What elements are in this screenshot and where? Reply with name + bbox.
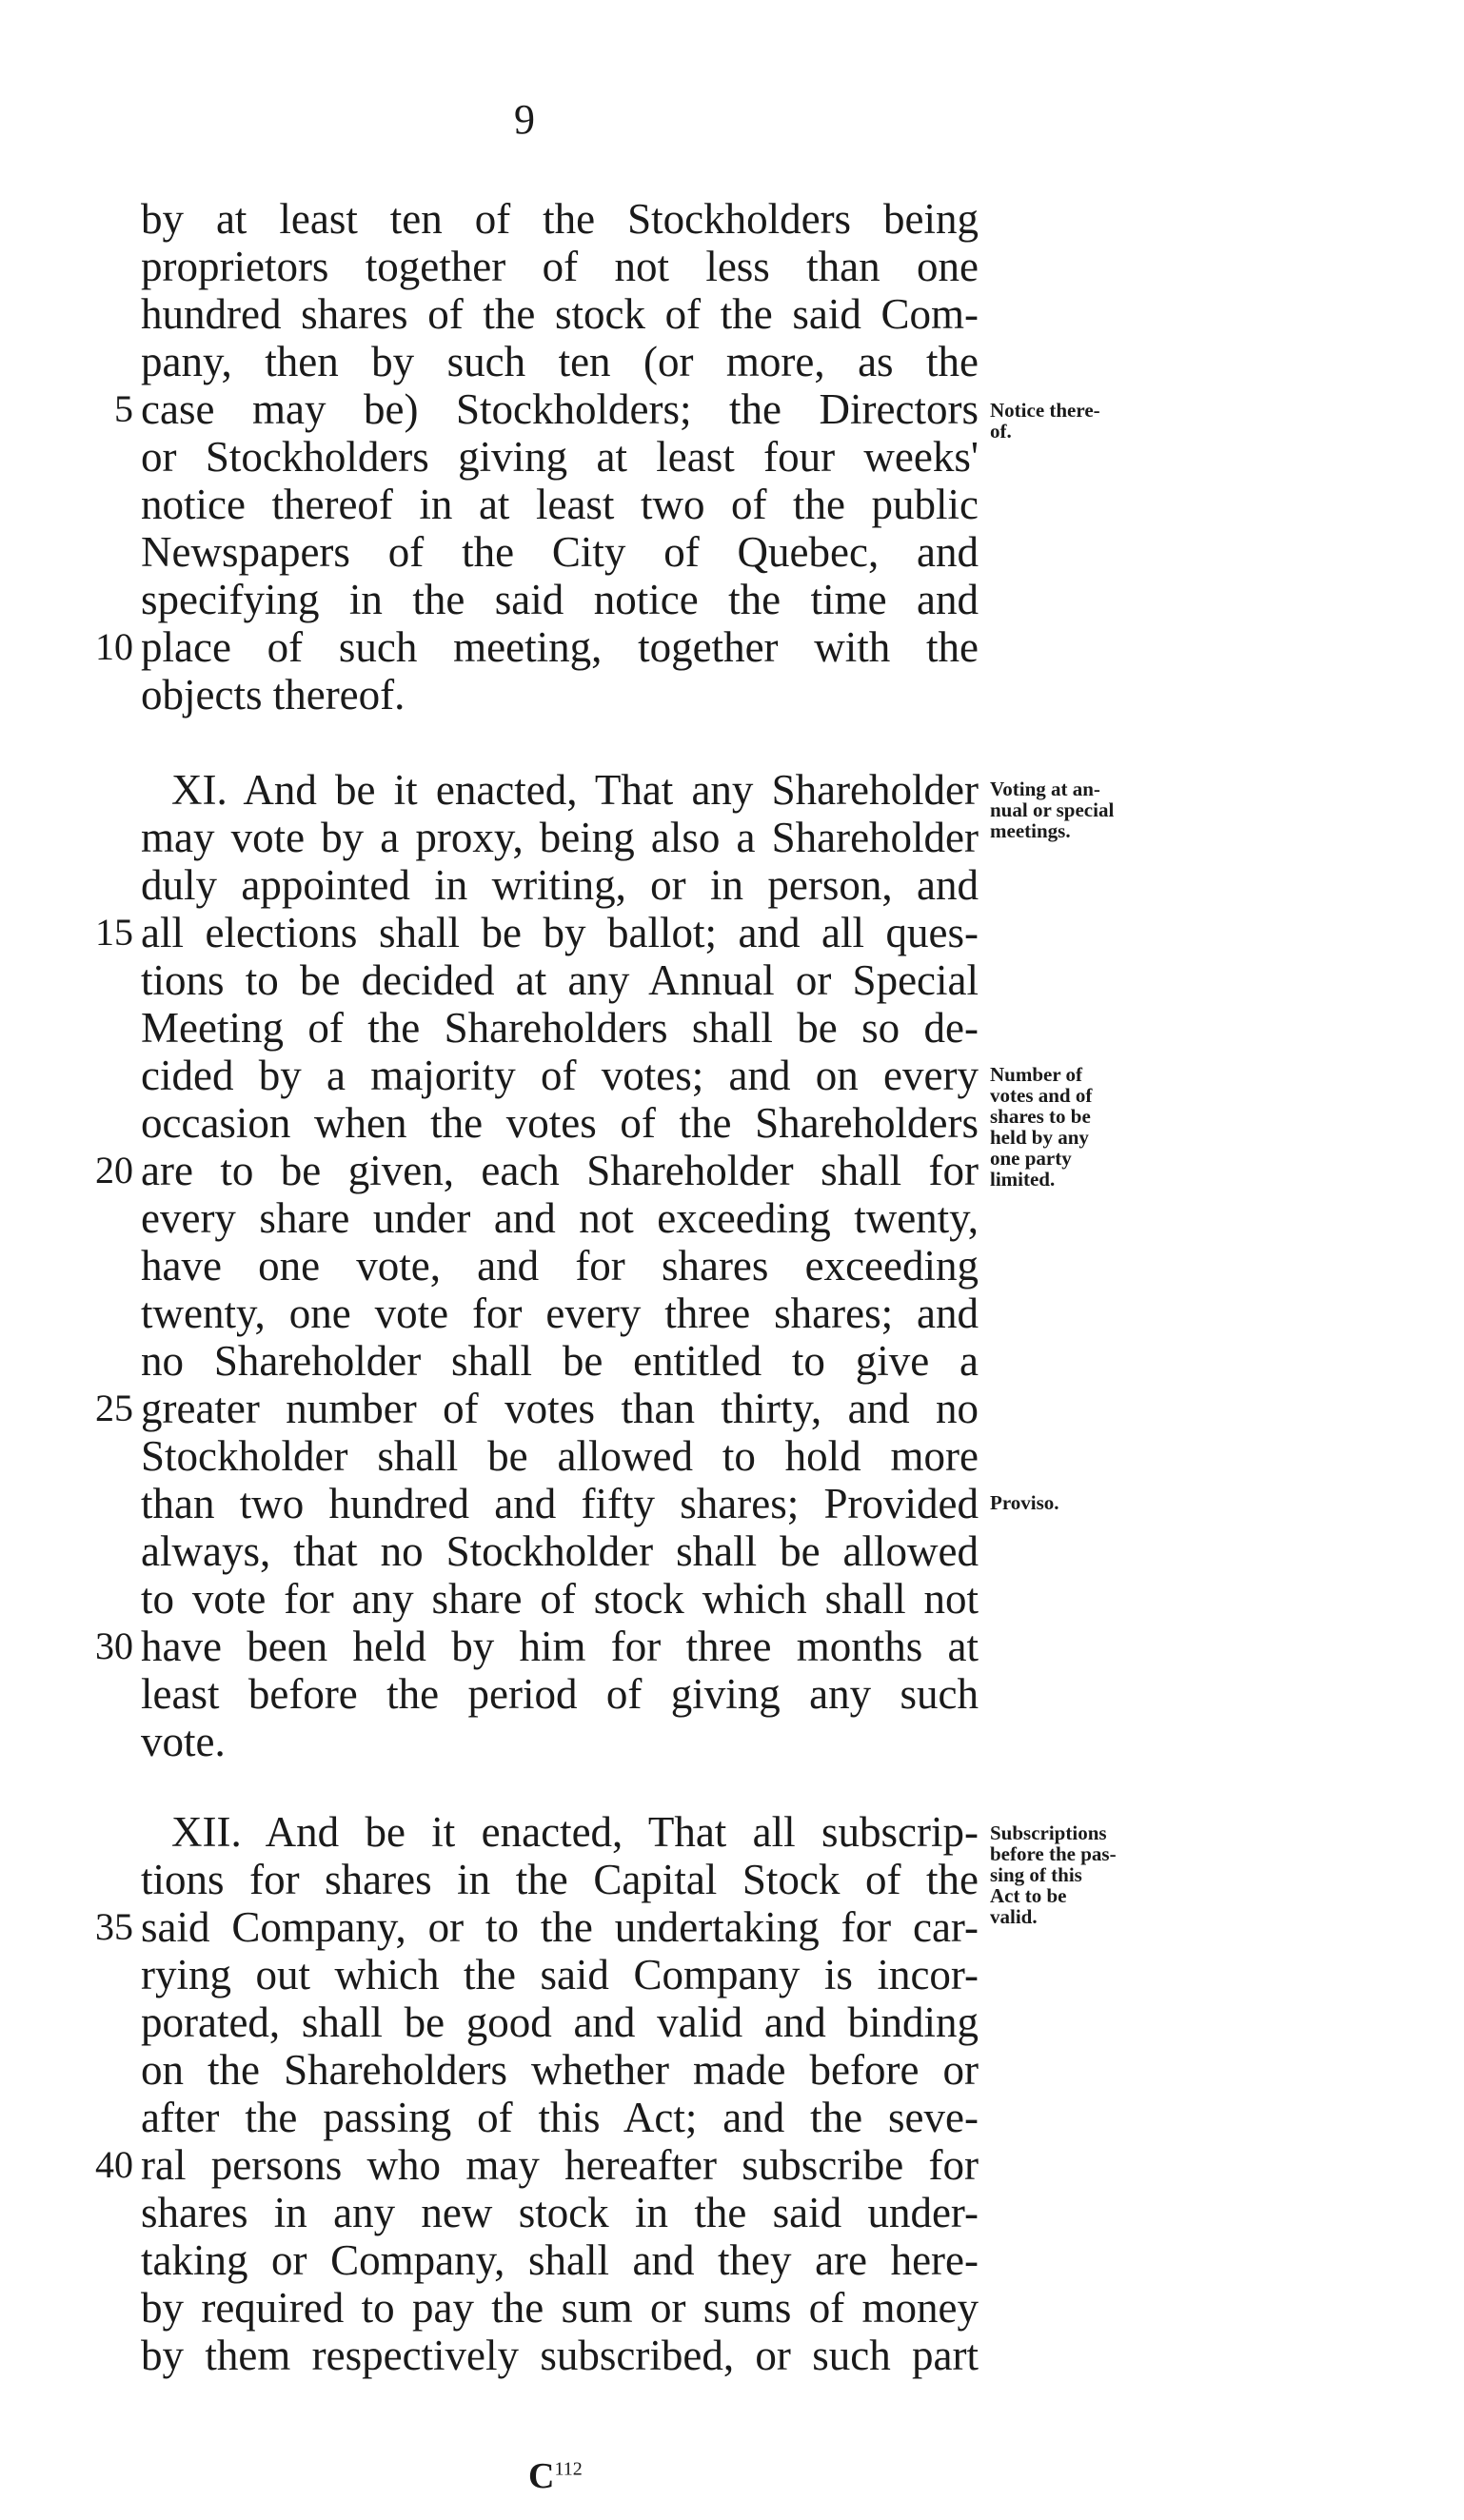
text-line: on the Shareholders whether made before or <box>141 2046 979 2094</box>
text-line: may vote by a proxy, being also a Shareholder <box>141 814 979 861</box>
signature-number: 112 <box>554 2458 583 2480</box>
margin-note-subscriptions <box>990 1822 1190 1927</box>
margin-note-line: Notice there- <box>990 399 1100 422</box>
line-number: 35 <box>95 1905 133 1948</box>
text-line: by them respectively subscribed, or such part <box>141 2332 979 2379</box>
text-line: taking or Company, shall and they are here- <box>141 2236 979 2284</box>
text-line: Meeting of the Shareholders shall be so de- <box>141 1004 979 1052</box>
margin-note-line: held by any <box>990 1126 1089 1149</box>
margin-note-proviso <box>990 1492 1190 1513</box>
text-line: tions for shares in the Capital Stock of the <box>141 1856 979 1903</box>
section-xii-heading-line: XII. And be it enacted, That all subscrip- <box>171 1808 979 1856</box>
text-line: are to be given, each Shareholder shall for <box>141 1147 979 1194</box>
text-line: tions to be decided at any Annual or Special <box>141 956 979 1004</box>
margin-note-line: shares to be <box>990 1105 1091 1128</box>
margin-note-line: before the pas- <box>990 1842 1117 1865</box>
margin-note-line: one party <box>990 1147 1072 1170</box>
text-line: Newspapers of the City of Quebec, and <box>141 528 979 576</box>
text-line: place of such meeting, together with the <box>141 623 979 671</box>
text-line: vote. <box>141 1718 226 1765</box>
text-line: porated, shall be good and valid and binding <box>141 1998 979 2046</box>
margin-note-line: Act to be <box>990 1884 1067 1907</box>
text-line: by at least ten of the Stockholders being <box>141 195 979 243</box>
margin-note-line: of. <box>990 420 1012 443</box>
text-line: occasion when the votes of the Shareholders <box>141 1099 979 1147</box>
text-line: have one vote, and for shares exceeding <box>141 1242 979 1290</box>
text-line: all elections shall be by ballot; and all ques- <box>141 909 979 956</box>
text-line: cided by a majority of votes; and on every <box>141 1052 979 1099</box>
line-number: 5 <box>114 387 133 430</box>
page-number: 9 <box>514 96 535 143</box>
text-line: no Shareholder shall be entitled to give a <box>141 1337 979 1385</box>
text-line: hundred shares of the stock of the said Com- <box>141 290 979 338</box>
text-line: every share under and not exceeding twenty, <box>141 1194 979 1242</box>
text-line: after the passing of this Act; and the seve- <box>141 2094 979 2141</box>
text-line: or Stockholders giving at least four weeks' <box>141 433 979 481</box>
text-line: said Company, or to the undertaking for car- <box>141 1903 979 1951</box>
text-line: proprietors together of not less than one <box>141 243 979 290</box>
margin-note-line: sing of this <box>990 1863 1082 1886</box>
text-line: to vote for any share of stock which shall not <box>141 1575 979 1623</box>
text-line: shares in any new stock in the said under- <box>141 2189 979 2236</box>
text-line: rying out which the said Company is incor- <box>141 1951 979 1998</box>
margin-note-line: Proviso. <box>990 1491 1059 1514</box>
text-line: Stockholder shall be allowed to hold more <box>141 1432 979 1480</box>
line-number: 30 <box>95 1624 133 1667</box>
text-line: have been held by him for three months at <box>141 1623 979 1670</box>
text-line: by required to pay the sum or sums of money <box>141 2284 979 2332</box>
margin-note-voting <box>990 778 1190 841</box>
line-number: 20 <box>95 1149 133 1191</box>
margin-note-line: meetings. <box>990 819 1071 842</box>
text-line: twenty, one vote for every three shares; and <box>141 1290 979 1337</box>
text-line: least before the period of giving any such <box>141 1670 979 1718</box>
text-line: than two hundred and fifty shares; Provided <box>141 1480 979 1527</box>
margin-note-line: votes and of <box>990 1084 1093 1107</box>
line-number: 25 <box>95 1387 133 1429</box>
text-line: objects thereof. <box>141 671 406 719</box>
text-line: always, that no Stockholder shall be allowed <box>141 1527 979 1575</box>
text-line: case may be) Stockholders; the Directors <box>141 385 979 433</box>
text-line: specifying in the said notice the time and <box>141 576 979 623</box>
margin-note-line: Number of <box>990 1063 1083 1086</box>
section-xi-heading-line: XI. And be it enacted, That any Shareholder <box>171 766 979 814</box>
margin-note-line: Voting at an- <box>990 778 1100 800</box>
signature-mark <box>528 2455 583 2497</box>
margin-note-number-of-votes <box>990 1064 1190 1190</box>
margin-note-line: nual or special <box>990 798 1115 821</box>
text-line: notice thereof in at least two of the public <box>141 481 979 528</box>
line-number: 15 <box>95 911 133 954</box>
margin-note-line: Subscriptions <box>990 1821 1107 1844</box>
text-line: pany, then by such ten (or more, as the <box>141 338 979 385</box>
margin-note-line: limited. <box>990 1168 1056 1191</box>
margin-note-line: valid. <box>990 1905 1038 1928</box>
margin-note-notice <box>990 400 1190 442</box>
text-line: ral persons who may hereafter subscribe for <box>141 2141 979 2189</box>
text-line: duly appointed in writing, or in person, and <box>141 861 979 909</box>
line-number: 40 <box>95 2143 133 2186</box>
line-number: 10 <box>95 625 133 668</box>
signature-letter: C <box>528 2456 555 2496</box>
text-line: greater number of votes than thirty, and no <box>141 1385 979 1432</box>
